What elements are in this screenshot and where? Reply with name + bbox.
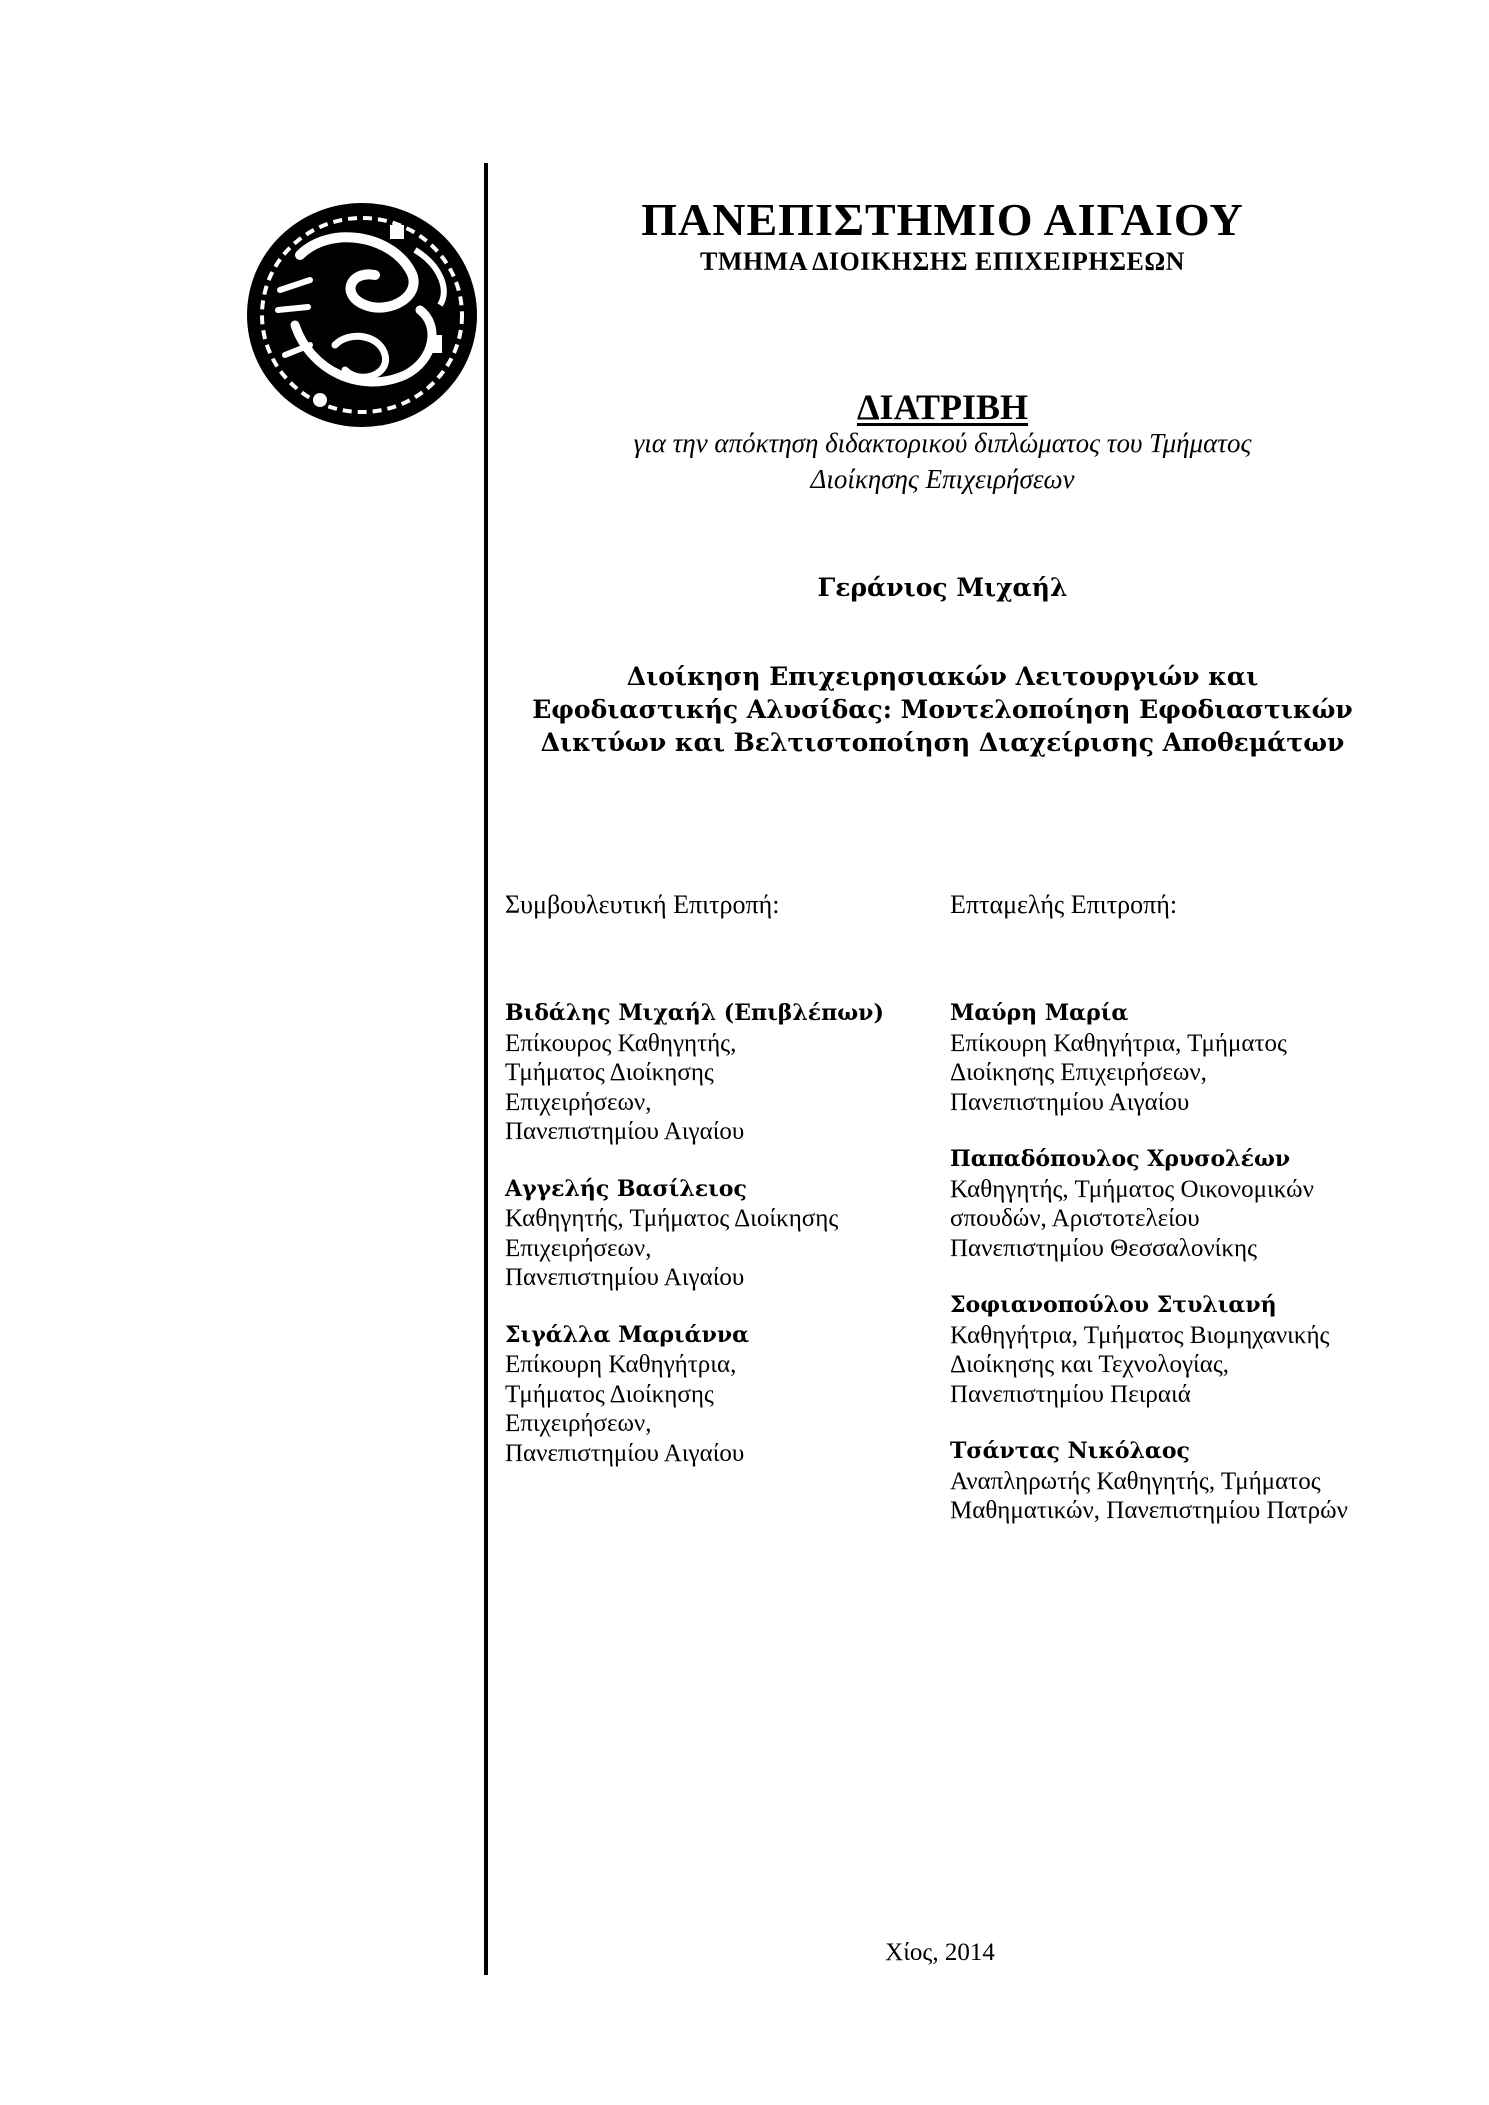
member-name: Σιγάλλα Μαριάννα (505, 1321, 750, 1348)
committee-member (950, 1145, 1390, 1263)
committee-member (950, 1437, 1390, 1526)
committee-member (950, 1291, 1390, 1409)
purpose-line: για την απόκτηση διδακτορικού διπλώματος του Τμήματος (633, 428, 1252, 458)
member-name: Τσάντας Νικόλαος (950, 1438, 1190, 1464)
document-type: ΔΙΑΤΡΙΒΗ (856, 387, 1029, 427)
purpose-line: Διοίκησης Επιχειρήσεων (810, 464, 1075, 494)
title-line: Διοίκηση Επιχειρησιακών Λειτουργιών και (626, 662, 1259, 691)
title-line: Δικτύων και Βελτιστοποίηση Διαχείρισης Αποθεμάτων (540, 728, 1345, 757)
document-purpose (500, 425, 1385, 497)
advisory-committee-heading: Συμβουλευτική Επιτροπή: (505, 890, 780, 919)
committee-member (950, 999, 1390, 1117)
member-affiliation: Αναπληρωτής Καθηγητής, Τμήματος Μαθηματικών, Πανεπιστημίου Πατρών (950, 1467, 1348, 1524)
university-emblem-icon (240, 195, 485, 435)
thesis-title (500, 660, 1385, 759)
committee-member (505, 999, 925, 1147)
member-affiliation: Καθηγήτρια, Τμήματος Βιομηχανικής Διοίκησης και Τεχνολογίας, Πανεπιστημίου Πειραιά (950, 1321, 1330, 1408)
member-name: Παπαδόπουλος Χρυσολέων (950, 1146, 1291, 1172)
committee-member (505, 1175, 925, 1293)
title-line: Εφοδιαστικής Αλυσίδας: Μοντελοποίηση Εφοδιαστικών (532, 695, 1353, 724)
member-affiliation: Καθηγητής, Τμήματος Διοίκησης Επιχειρήσεων, Πανεπιστημίου Αιγαίου (505, 1205, 839, 1291)
department-name: ΤΜΗΜΑ ΔΙΟΙΚΗΣΗΣ ΕΠΙΧΕΙΡΗΣΕΩΝ (700, 247, 1185, 276)
vertical-divider (484, 163, 488, 1975)
member-affiliation: Επίκουρη Καθηγήτρια, Τμήματος Διοίκησης Επιχειρήσεων, Πανεπιστημίου Αιγαίου (950, 1029, 1287, 1116)
member-name: Μαύρη Μαρία (950, 1000, 1129, 1026)
member-affiliation: Καθηγητής, Τμήματος Οικονομικών σπουδών, Αριστοτελείου Πανεπιστημίου Θεσσαλονίκης (950, 1175, 1314, 1262)
advisory-committee-list (505, 999, 925, 1496)
member-affiliation: Επίκουρος Καθηγητής, Τμήματος Διοίκησης Επιχειρήσεων, Πανεπιστημίου Αιγαίου (505, 1029, 745, 1145)
university-name: ΠΑΝΕΠΙΣΤΗΜΙΟ ΑΙΓΑΙΟΥ (641, 194, 1244, 245)
member-name: Σοφιανοπούλου Στυλιανή (950, 1292, 1277, 1318)
place-date: Χίος, 2014 (885, 1939, 995, 1966)
member-name: Βιδάλης Μιχαήλ (Επιβλέπων) (505, 1000, 884, 1026)
examination-committee-list (950, 999, 1390, 1554)
committee-member (505, 1321, 925, 1469)
member-affiliation: Επίκουρη Καθηγήτρια, Τμήματος Διοίκησης Επιχειρήσεων, Πανεπιστημίου Αιγαίου (505, 1351, 745, 1467)
examination-committee-heading: Επταμελής Επιτροπή: (950, 890, 1178, 919)
member-name: Αγγελής Βασίλειος (505, 1175, 747, 1202)
author-name: Γεράνιος Μιχαήλ (817, 573, 1068, 602)
